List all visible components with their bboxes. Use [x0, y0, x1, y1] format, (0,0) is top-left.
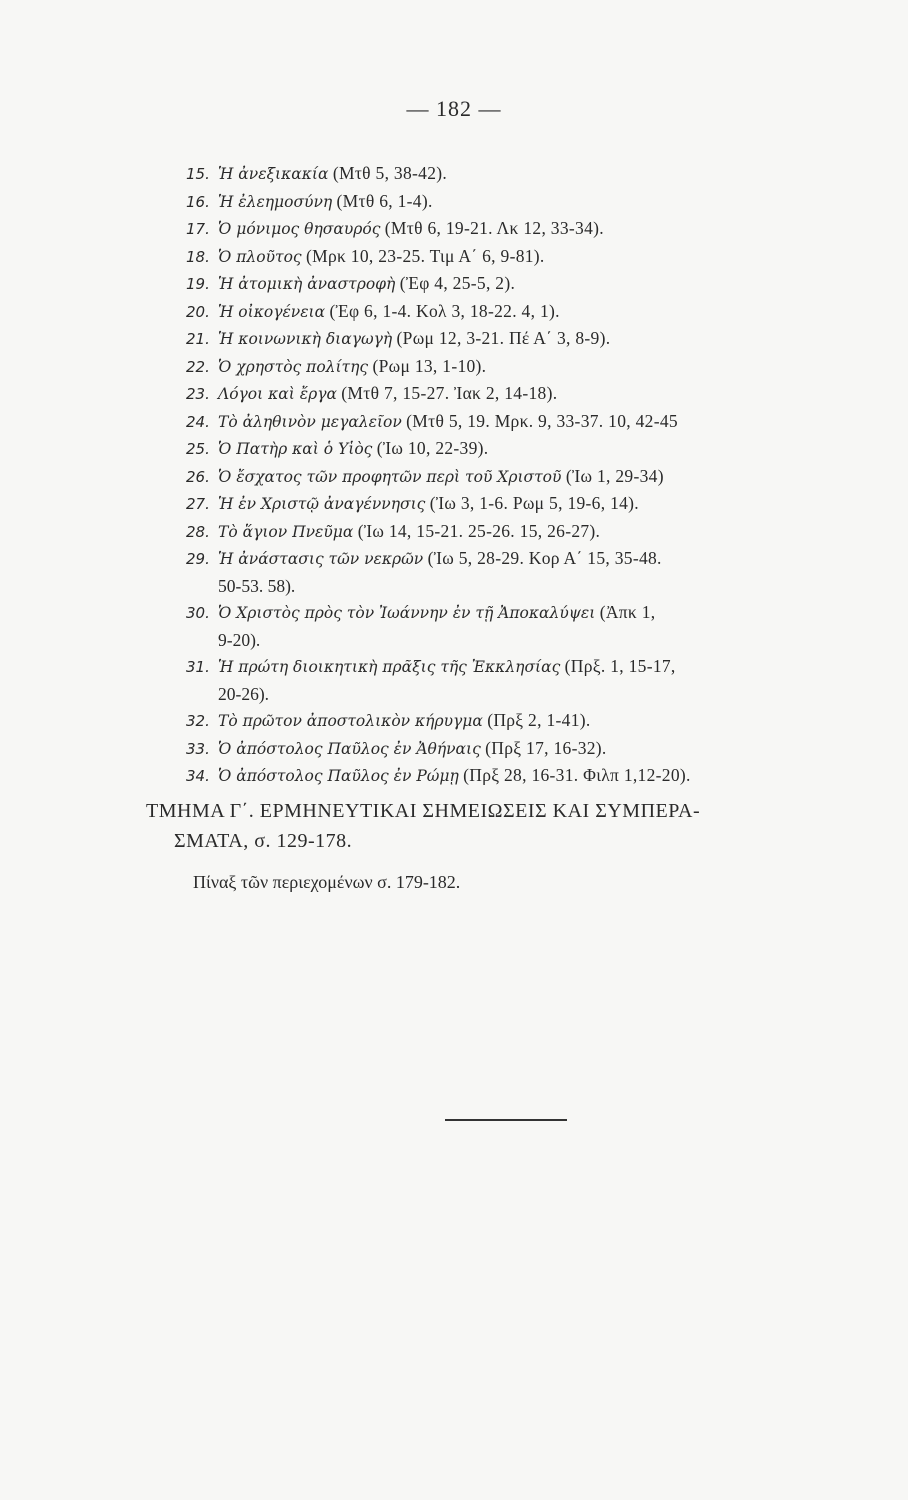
entry-reference: (Ἰω 14, 15-21. 25-26. 15, 26-27).	[357, 520, 601, 541]
entry-number: 24.	[186, 412, 210, 431]
entry-title: Ὁ μόνιμος θησαυρός	[218, 220, 381, 238]
entry-title: Ἡ ἐλεημοσύνη	[218, 192, 333, 211]
toc-entry	[186, 380, 876, 408]
entry-reference: (Μτθ 6, 19-21. Λκ 12, 33-34).	[384, 218, 604, 238]
entry-reference: (Ἐφ 4, 25-5, 2).	[399, 273, 516, 293]
entry-continuation: 50-53. 58).	[218, 575, 296, 596]
entry-title: Ὁ χρηστὸς πολίτης	[218, 357, 369, 376]
entry-reference: (Πρξ 17, 16-32).	[485, 737, 607, 758]
entry-number: 25.	[186, 440, 210, 458]
entry-continuation: 9-20).	[218, 629, 261, 650]
entry-title: Ἡ ἀνεξικακία	[218, 165, 329, 183]
page-number: — 182 —	[406, 96, 502, 121]
entry-number: 19.	[186, 275, 210, 293]
entry-number: 18.	[186, 247, 210, 266]
entry-number: 34.	[186, 767, 210, 785]
entry-reference: (Ἀπκ 1,	[599, 602, 656, 622]
entry-title: Ἡ πρώτη διοικητικὴ πρᾶξις τῆς Ἐκκλησίας	[218, 658, 561, 676]
entry-reference: (Μτθ 5, 19. Μρκ. 9, 33-37. 10, 42-45	[406, 410, 678, 431]
entry-title: Ὁ Χριστὸς πρὸς τὸν Ἰωάννην ἐν τῇ Ἀποκαλύψει	[218, 604, 596, 622]
entry-number: 30.	[186, 604, 210, 622]
entry-number: 26.	[186, 467, 210, 486]
toc-entry	[186, 243, 876, 271]
entry-reference: (Ἰω 5, 28-29. Κορ Α΄ 15, 35-48.	[427, 548, 662, 568]
end-rule	[445, 1119, 567, 1121]
table-of-contents	[186, 160, 876, 790]
toc-entry	[186, 653, 876, 707]
entry-title: Ὁ πλοῦτος	[218, 247, 302, 266]
toc-entry	[186, 545, 876, 599]
entry-reference: (Πρξ. 1, 15-17,	[564, 656, 676, 676]
entry-number: 15.	[186, 165, 210, 183]
entry-reference: (Πρξ 2, 1-41).	[487, 710, 591, 730]
entry-title: Ἡ ἀνάστασις τῶν νεκρῶν	[218, 550, 424, 568]
toc-entry	[186, 298, 876, 326]
entry-reference: (Μτθ 7, 15-27. Ἰακ 2, 14-18).	[341, 383, 558, 403]
entry-reference: (Ρωμ 12, 3-21. Πέ Α΄ 3, 8-9).	[396, 328, 611, 348]
entry-title: Ὁ ἀπόστολος Παῦλος ἐν Ἀθήναις	[218, 739, 481, 758]
entry-number: 29.	[186, 550, 210, 568]
toc-entry	[186, 160, 876, 188]
entry-title: Ἡ οἰκογένεια	[218, 302, 326, 321]
entry-number: 21.	[186, 330, 210, 348]
entry-reference: (Πρξ 28, 16-31. Φιλπ 1,12-20).	[463, 765, 691, 785]
entry-title: Ὁ ἀπόστολος Παῦλος ἐν Ρώμῃ	[218, 767, 459, 785]
entry-number: 32.	[186, 712, 210, 730]
entry-reference: (Ἰω 1, 29-34)	[565, 465, 664, 486]
toc-entry	[186, 518, 876, 546]
entry-reference: (Ρωμ 13, 1-10).	[372, 355, 487, 376]
entry-title: Ὁ Πατὴρ καὶ ὁ Υἱὸς	[218, 440, 373, 458]
section-heading-line1: ΤΜΗΜΑ Γ΄. ΕΡΜΗΝΕΥΤΙΚΑΙ ΣΗΜΕΙΩΣΕΙΣ ΚΑΙ ΣΥΜΠΕΡΑ-	[146, 800, 701, 822]
entry-title: Ἡ κοινωνικὴ διαγωγὴ	[218, 330, 393, 348]
section-heading	[146, 796, 886, 856]
entry-number: 23.	[186, 385, 210, 403]
toc-entry	[186, 463, 876, 491]
toc-entry	[186, 325, 876, 353]
entry-title: Ἡ ἐν Χριστῷ ἀναγέννησις	[218, 495, 426, 513]
toc-entry	[186, 435, 876, 463]
entry-title: Ἡ ἀτομικὴ ἀναστροφὴ	[218, 275, 396, 293]
entry-title: Ὁ ἔσχατος τῶν προφητῶν περὶ τοῦ Χριστοῦ	[218, 467, 562, 486]
entry-number: 27.	[186, 495, 210, 513]
section-heading-line2: ΣΜΑΤΑ, σ. 129-178.	[174, 830, 353, 852]
entry-reference: (Μτθ 5, 38-42).	[332, 163, 448, 183]
entry-title: Τὸ πρῶτον ἀποστολικὸν κήρυγμα	[218, 712, 483, 730]
entry-number: 20.	[186, 302, 210, 321]
entry-reference: (Μρκ 10, 23-25. Τιμ Α΄ 6, 9-81).	[305, 245, 545, 266]
entry-number: 28.	[186, 522, 210, 541]
toc-entry	[186, 735, 876, 763]
toc-entry	[186, 490, 876, 518]
toc-entry	[186, 707, 876, 735]
toc-entry	[186, 408, 876, 436]
toc-entry	[186, 599, 876, 653]
entry-number: 17.	[186, 220, 210, 238]
entry-number: 33.	[186, 739, 210, 758]
toc-entry	[186, 188, 876, 216]
entry-title: Τὸ ἀληθινὸν μεγαλεῖον	[218, 412, 402, 431]
entry-number: 31.	[186, 658, 210, 676]
entry-reference: (Ἰω 10, 22-39).	[376, 438, 489, 458]
entry-title: Τὸ ἅγιον Πνεῦμα	[218, 522, 354, 541]
contents-index-note: Πίναξ τῶν περιεχομένων σ. 179-182.	[193, 872, 461, 892]
entry-continuation: 20-26).	[218, 683, 270, 704]
toc-entry	[186, 762, 876, 790]
entry-number: 16.	[186, 192, 210, 211]
entry-title: Λόγοι καὶ ἔργα	[218, 385, 337, 403]
entry-reference: (Μτθ 6, 1-4).	[336, 190, 433, 211]
entry-reference: (Ἰω 3, 1-6. Ρωμ 5, 19-6, 14).	[429, 493, 639, 513]
entry-reference: (Ἐφ 6, 1-4. Κολ 3, 18-22. 4, 1).	[329, 300, 560, 321]
entry-number: 22.	[186, 357, 210, 376]
toc-entry	[186, 270, 876, 298]
toc-entry	[186, 215, 876, 243]
toc-entry	[186, 353, 876, 381]
